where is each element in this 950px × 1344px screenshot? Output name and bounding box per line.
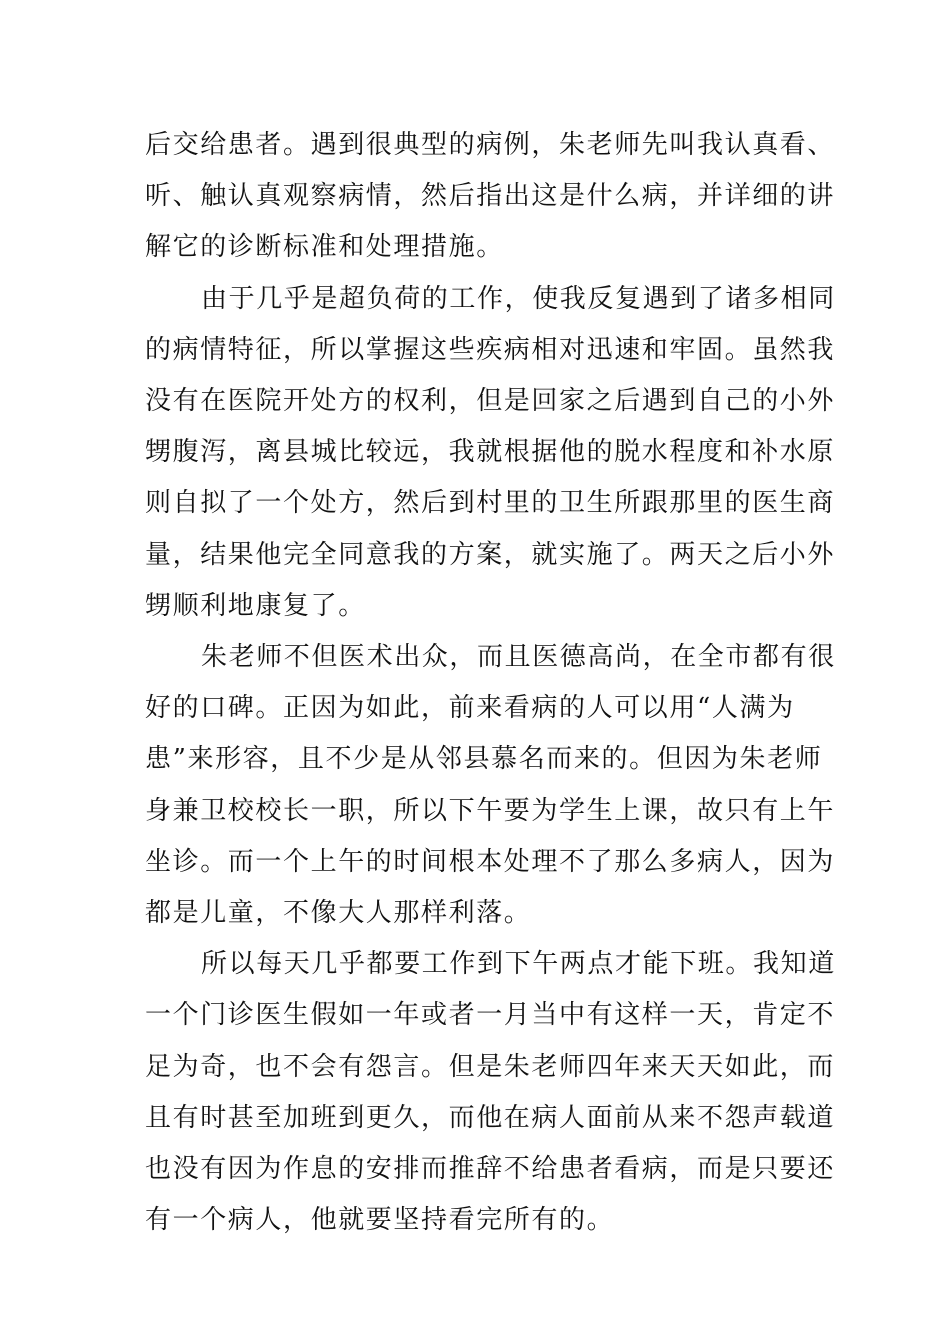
text-line: 量，结果他完全同意我的方案，就实施了。两天之后小外: [145, 539, 836, 570]
text-line: 有一个病人，他就要坚持看完所有的。: [145, 1205, 615, 1236]
text-line: 也没有因为作息的安排而推辞不给患者看病，而是只要还: [145, 1154, 836, 1185]
text-line: 患”来形容，且不少是从邻县慕名而来的。但因为朱老师: [145, 744, 823, 775]
text-line: 坐诊。而一个上午的时间根本处理不了那么多病人，因为: [145, 846, 836, 877]
document-body: [145, 120, 836, 1246]
text-line: 由于几乎是超负荷的工作，使我反复遇到了诸多相同: [201, 283, 836, 314]
text-line: 没有在医院开处方的权利，但是回家之后遇到自己的小外: [145, 386, 836, 417]
text-line: 则自拟了一个处方，然后到村里的卫生所跟那里的医生商: [145, 488, 836, 519]
text-line: 听、触认真观察病情，然后指出这是什么病，并详细的讲: [145, 181, 836, 212]
text-line: 甥腹泻，离县城比较远，我就根据他的脱水程度和补水原: [145, 437, 836, 468]
text-line: 甥顺利地康复了。: [145, 590, 366, 621]
text-line: 所以每天几乎都要工作到下午两点才能下班。我知道: [201, 949, 836, 980]
text-line: 解它的诊断标准和处理措施。: [145, 232, 504, 263]
paragraph-2: [145, 274, 836, 632]
text-line: 且有时甚至加班到更久，而他在病人面前从来不怨声载道: [145, 1102, 836, 1133]
text-line: 的病情特征，所以掌握这些疾病相对迅速和牢固。虽然我: [145, 334, 836, 365]
text-line: 后交给患者。遇到很典型的病例，朱老师先叫我认真看、: [145, 130, 836, 160]
text-line: 朱老师不但医术出众，而且医德高尚，在全市都有很: [201, 642, 836, 673]
text-line: 都是儿童，不像大人那样利落。: [145, 898, 532, 929]
text-line: 足为奇，也不会有怨言。但是朱老师四年来天天如此，而: [145, 1051, 836, 1082]
text-line: 身兼卫校校长一职，所以下午要为学生上课，故只有上午: [145, 795, 836, 826]
text-line: 一个门诊医生假如一年或者一月当中有这样一天，肯定不: [145, 1000, 836, 1031]
paragraph-1: [145, 120, 836, 274]
paragraph-3: [145, 632, 836, 939]
text-line: 好的口碑。正因为如此，前来看病的人可以用“人满为: [145, 693, 795, 724]
paragraph-4: [145, 939, 836, 1246]
